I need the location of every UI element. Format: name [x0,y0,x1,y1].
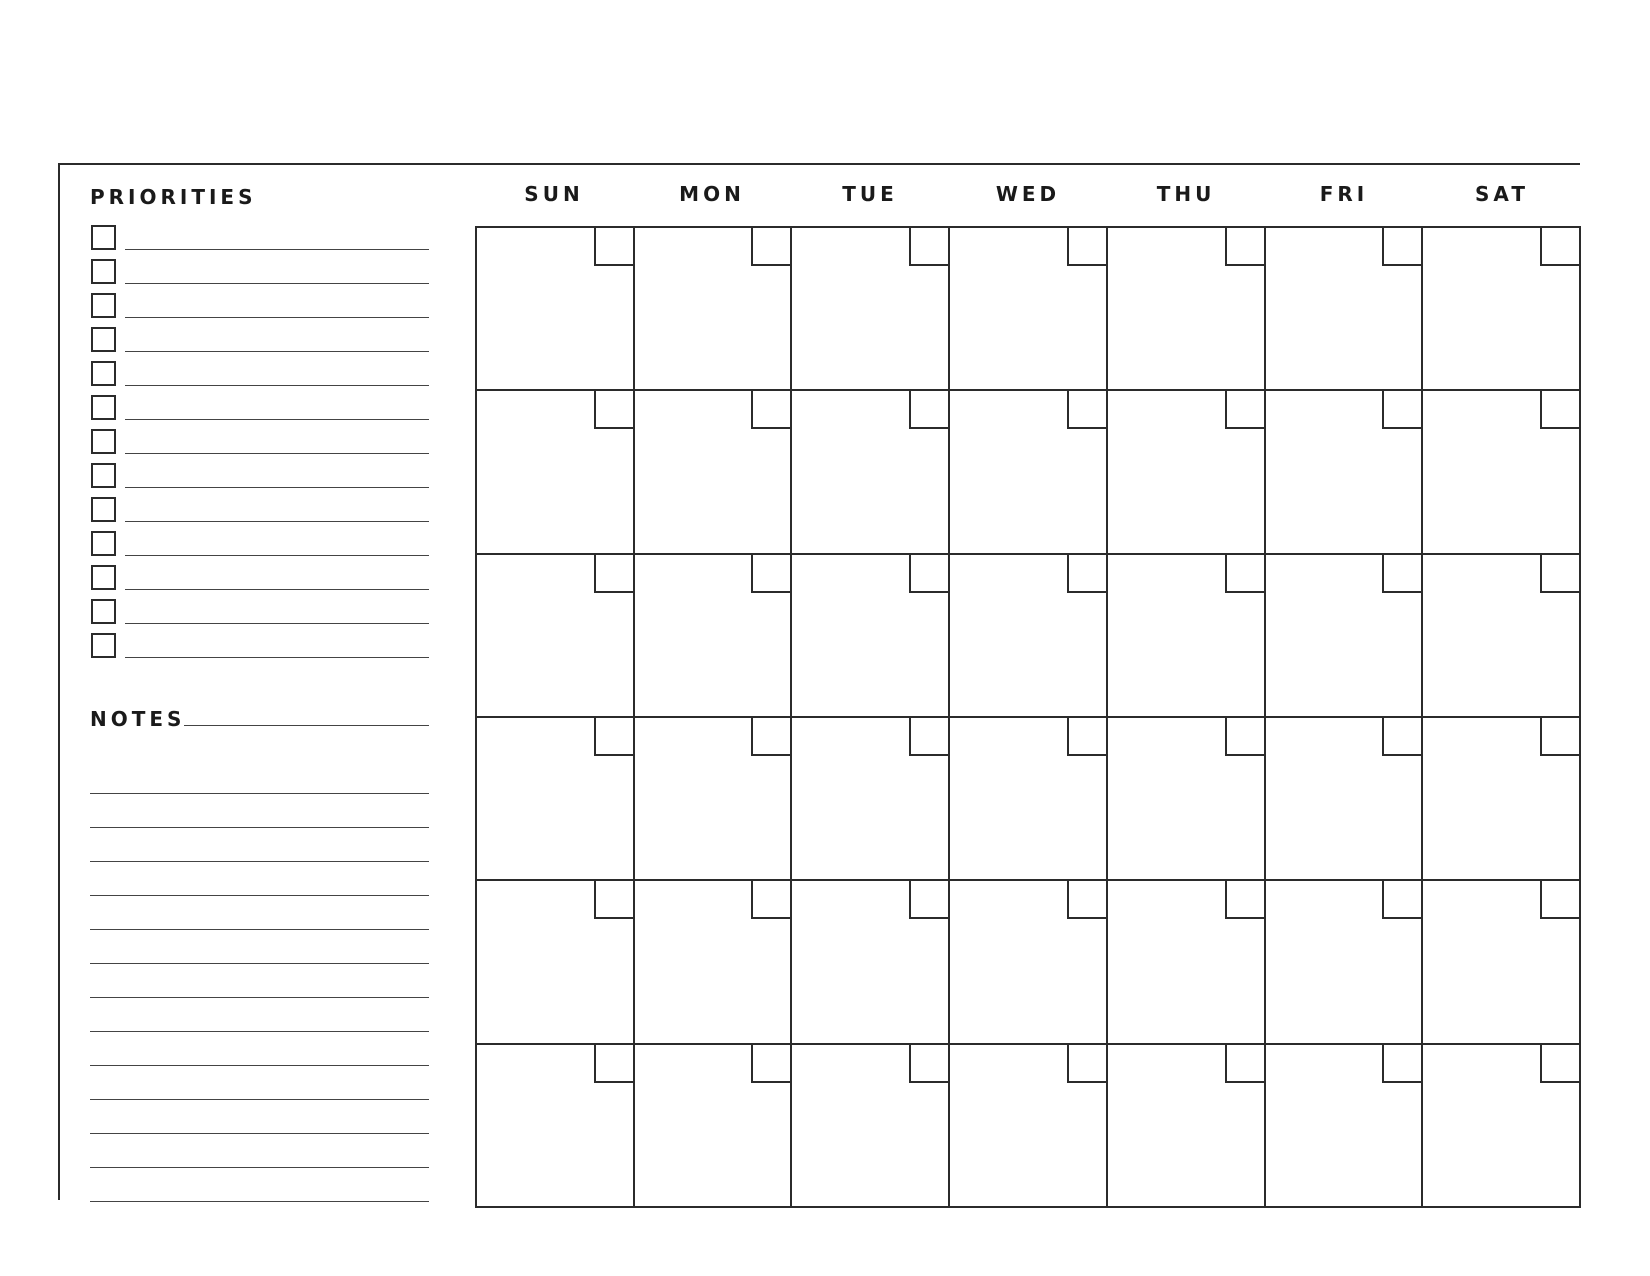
date-number-box[interactable] [594,717,634,756]
day-cell[interactable] [792,555,950,718]
day-cell[interactable] [950,555,1108,718]
date-number-box[interactable] [1540,390,1580,429]
weekday-label-fri: FRI [1319,182,1369,206]
day-cell[interactable] [1108,718,1266,881]
date-number-box[interactable] [1067,717,1107,756]
priority-item [91,293,431,327]
day-cell[interactable] [792,1045,950,1208]
priority-write-line[interactable] [125,249,429,250]
notes-title: NOTES [90,707,186,731]
priority-write-line[interactable] [125,555,429,556]
priority-checkbox[interactable] [91,259,116,284]
date-number-box[interactable] [1382,1044,1422,1083]
priority-item [91,259,431,293]
day-cell[interactable] [635,228,793,391]
date-number-box[interactable] [594,390,634,429]
frame-left-border [58,163,60,1200]
day-cell[interactable] [1266,228,1424,391]
priority-item [91,463,431,497]
date-number-box[interactable] [1382,390,1422,429]
priorities-title: PRIORITIES [90,185,257,209]
priorities-list [91,225,431,667]
priority-item [91,429,431,463]
day-cell[interactable] [635,555,793,718]
day-cell[interactable] [950,1045,1108,1208]
date-number-box[interactable] [1225,717,1265,756]
date-number-box[interactable] [1225,1044,1265,1083]
priority-item [91,531,431,565]
date-number-box[interactable] [594,227,634,266]
day-cell[interactable] [1423,228,1581,391]
weekday-label-sun: SUN [524,182,584,206]
day-cell[interactable] [477,555,635,718]
date-number-box[interactable] [751,717,791,756]
notes-write-line[interactable] [90,828,429,862]
calendar-grid [475,226,1581,1208]
priority-item [91,361,431,395]
date-number-box[interactable] [909,390,949,429]
date-number-box[interactable] [1540,880,1580,919]
notes-write-line[interactable] [90,1168,429,1202]
priority-checkbox[interactable] [91,599,116,624]
day-cell[interactable] [792,228,950,391]
day-cell[interactable] [792,718,950,881]
day-cell[interactable] [1266,1045,1424,1208]
day-cell[interactable] [635,391,793,554]
notes-write-line[interactable] [90,896,429,930]
day-cell[interactable] [477,228,635,391]
priority-checkbox[interactable] [91,497,116,522]
day-cell[interactable] [635,1045,793,1208]
notes-write-line[interactable] [90,1032,429,1066]
priority-write-line[interactable] [125,521,429,522]
day-cell[interactable] [1108,391,1266,554]
day-cell[interactable] [1108,555,1266,718]
priority-item [91,633,431,667]
date-number-box[interactable] [1225,880,1265,919]
date-number-box[interactable] [1225,390,1265,429]
day-cell[interactable] [477,881,635,1044]
priority-checkbox[interactable] [91,293,116,318]
day-cell[interactable] [1266,881,1424,1044]
date-number-box[interactable] [594,1044,634,1083]
date-number-box[interactable] [1540,717,1580,756]
priority-item [91,565,431,599]
day-cell[interactable] [1423,881,1581,1044]
priority-checkbox[interactable] [91,327,116,352]
date-number-box[interactable] [1067,390,1107,429]
day-cell[interactable] [792,391,950,554]
date-number-box[interactable] [1382,554,1422,593]
date-number-box[interactable] [751,880,791,919]
notes-write-line[interactable] [90,1100,429,1134]
date-number-box[interactable] [1067,554,1107,593]
priority-write-line[interactable] [125,589,429,590]
frame-top-border [58,163,1580,165]
date-number-box[interactable] [1540,554,1580,593]
notes-write-line[interactable] [90,1134,429,1168]
notes-write-line[interactable] [90,998,429,1032]
date-number-box[interactable] [1540,1044,1580,1083]
date-number-box[interactable] [594,554,634,593]
priority-write-line[interactable] [125,283,429,284]
date-number-box[interactable] [751,227,791,266]
priority-checkbox[interactable] [91,361,116,386]
priority-write-line[interactable] [125,385,429,386]
priority-checkbox[interactable] [91,429,116,454]
day-cell[interactable] [1266,718,1424,881]
day-cell[interactable] [1108,228,1266,391]
day-cell[interactable] [1108,1045,1266,1208]
day-cell[interactable] [1423,1045,1581,1208]
notes-lines [90,760,429,1202]
notes-write-line[interactable] [90,964,429,998]
priority-checkbox[interactable] [91,633,116,658]
day-cell[interactable] [477,1045,635,1208]
day-cell[interactable] [635,881,793,1044]
day-cell[interactable] [950,718,1108,881]
priority-write-line[interactable] [125,351,429,352]
priority-checkbox[interactable] [91,395,116,420]
priority-checkbox[interactable] [91,463,116,488]
priority-write-line[interactable] [125,487,429,488]
day-cell[interactable] [1423,718,1581,881]
day-cell[interactable] [477,391,635,554]
notes-write-line[interactable] [90,794,429,828]
date-number-box[interactable] [1382,227,1422,266]
date-number-box[interactable] [751,554,791,593]
priority-write-line[interactable] [125,657,429,658]
day-cell[interactable] [1108,881,1266,1044]
day-cell[interactable] [1266,391,1424,554]
priority-item [91,497,431,531]
date-number-box[interactable] [751,1044,791,1083]
priority-item [91,225,431,259]
day-cell[interactable] [477,718,635,881]
day-cell[interactable] [1423,555,1581,718]
date-number-box[interactable] [1067,1044,1107,1083]
day-cell[interactable] [1423,391,1581,554]
weekday-label-thu: THU [1156,182,1216,206]
notes-write-line[interactable] [90,862,429,896]
date-number-box[interactable] [1382,880,1422,919]
day-cell[interactable] [792,881,950,1044]
day-cell[interactable] [950,228,1108,391]
weekday-label-tue: TUE [842,182,898,206]
priority-checkbox[interactable] [91,565,116,590]
date-number-box[interactable] [1540,227,1580,266]
weekday-label-sat: SAT [1475,182,1529,206]
date-number-box[interactable] [909,227,949,266]
date-number-box[interactable] [594,880,634,919]
priority-write-line[interactable] [125,419,429,420]
date-number-box[interactable] [751,390,791,429]
date-number-box[interactable] [909,554,949,593]
date-number-box[interactable] [1382,717,1422,756]
priority-write-line[interactable] [125,317,429,318]
priority-checkbox[interactable] [91,531,116,556]
date-number-box[interactable] [1067,880,1107,919]
date-number-box[interactable] [1225,227,1265,266]
weekday-label-wed: WED [995,182,1061,206]
priority-write-line[interactable] [125,453,429,454]
priority-checkbox[interactable] [91,225,116,250]
weekday-header [475,182,1581,212]
weekday-label-mon: MON [679,182,745,206]
notes-title-line[interactable] [184,725,429,726]
day-cell[interactable] [950,391,1108,554]
date-number-box[interactable] [909,717,949,756]
priority-item [91,599,431,633]
priority-item [91,395,431,429]
notes-write-line[interactable] [90,930,429,964]
priority-write-line[interactable] [125,623,429,624]
day-cell[interactable] [950,881,1108,1044]
priority-item [91,327,431,361]
date-number-box[interactable] [909,880,949,919]
day-cell[interactable] [1266,555,1424,718]
date-number-box[interactable] [909,1044,949,1083]
date-number-box[interactable] [1067,227,1107,266]
day-cell[interactable] [635,718,793,881]
date-number-box[interactable] [1225,554,1265,593]
notes-write-line[interactable] [90,760,429,794]
notes-write-line[interactable] [90,1066,429,1100]
